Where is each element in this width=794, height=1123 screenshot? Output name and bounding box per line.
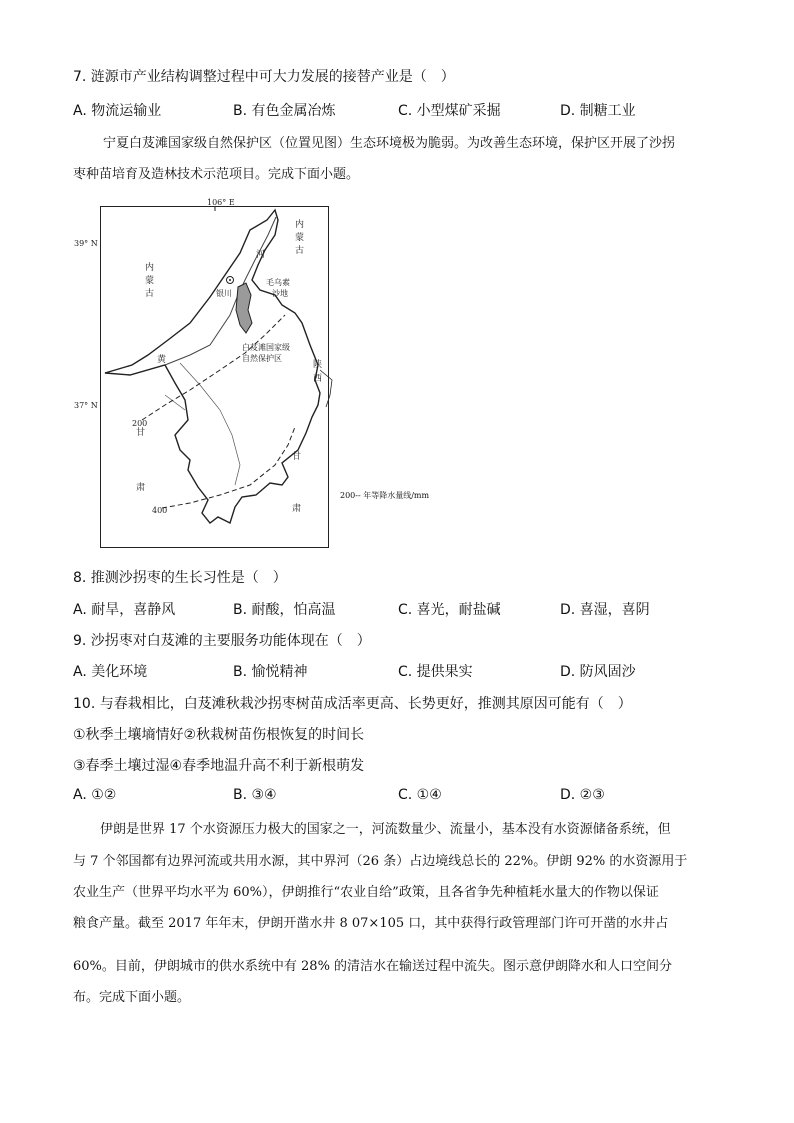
q8-option-a: A. 耐旱，喜静风 [73, 602, 176, 618]
q10-statement-1: ①秋季土壤墒情好②秋栽树苗伤根恢复的时间长 [73, 727, 365, 743]
ningxia-map-drawing [70, 195, 370, 555]
neimeng-left-3: 古 [145, 289, 155, 299]
lat-39-label: 39° N [74, 239, 98, 248]
intro2-line-5: 60%。目前，伊朗城市的供水系统中有 28% 的清洁水在输送过程中流失。图示意伊朗降水和人口空间分 [73, 959, 673, 974]
map-legend: 200-- 年等降水量线/mm [340, 491, 430, 500]
q7-stem: 7. 涟源市产业结构调整过程中可大力发展的接替产业是（ ） [73, 69, 455, 85]
intro2-line-2: 与 7 个邻国都有边界河流或共用水源，其中界河（26 条）占边境线总长的 22%。伊朗 92% 的水资源用于 [73, 854, 688, 869]
reserve-label-2: 自然保护区 [242, 354, 282, 363]
shaanxi-label-2: 西 [313, 374, 323, 384]
reserve-label-1: 白芨滩国家级 [242, 343, 290, 352]
neimeng-right-2: 蒙 [295, 233, 305, 243]
intro1-line-1: 宁夏白芨滩国家级自然保护区（位置见图）生态环境极为脆弱。为改善生态环境，保护区开展了沙拐 [103, 136, 676, 151]
maowusu-label-2: 沙地 [272, 289, 288, 298]
he-label: 河 [256, 250, 266, 260]
q9-option-b: B. 愉悦精神 [233, 664, 308, 680]
q9-option-d: D. 防风固沙 [560, 664, 636, 680]
q8-option-d: D. 喜湿，喜阴 [560, 602, 650, 618]
q9-stem: 9. 沙拐枣对白芨滩的主要服务功能体现在（ ） [73, 633, 371, 649]
q10-option-d: D. ②③ [560, 787, 605, 803]
q10-stem: 10. 与春栽相比，白芨滩秋栽沙拐枣树苗成活率更高、长势更好，推测其原因可能有（ ） [73, 696, 632, 712]
neimeng-left-2: 蒙 [145, 276, 155, 286]
yinchuan-label: 银川 [216, 289, 232, 298]
neimeng-right-1: 内 [295, 220, 305, 230]
intro2-line-3: 农业生产（世界平均水平为 60%），伊朗推行“农业自给”政策，且各省争先种植耗水量大的作物以保证 [73, 885, 659, 900]
intro2-line-1: 伊朗是世界 17 个水资源压力极大的国家之一，河流数量少、流量小，基本没有水资源储备系统，但 [100, 822, 671, 837]
q7-option-d: D. 制糖工业 [560, 103, 636, 119]
q9-option-c: C. 提供果实 [398, 664, 473, 680]
q10-statement-2: ③春季土壤过湿④春季地温升高不利于新根萌发 [73, 758, 365, 774]
q9-option-a: A. 美化环境 [73, 664, 148, 680]
ningxia-boundary [105, 210, 323, 523]
q10-option-b: B. ③④ [233, 787, 277, 803]
neimeng-right-3: 古 [295, 246, 305, 256]
q10-option-c: C. ①④ [398, 787, 442, 803]
q7-option-c: C. 小型煤矿采掘 [398, 103, 501, 119]
gansu-right-1: 甘 [292, 452, 302, 462]
intro2-line-4: 粮食产量。截至 2017 年年末，伊朗开凿水井 8 07×105 口，其中获得行政管理部门许可开凿的水井占 [73, 916, 669, 931]
lat-37-label: 37° N [74, 401, 98, 410]
q8-option-b: B. 耐酸，怕高温 [233, 602, 336, 618]
q10-option-a: A. ①② [73, 787, 117, 803]
isohyet-200-label: 200 [132, 419, 148, 428]
maowusu-label-1: 毛乌素 [266, 278, 290, 287]
gansu-left-1: 甘 [136, 428, 146, 438]
q7-option-a: A. 物流运输业 [73, 103, 162, 119]
intro2-line-6: 布。完成下面小题。 [73, 990, 191, 1005]
gansu-left-2: 肃 [136, 483, 146, 493]
q7-option-b: B. 有色金属冶炼 [233, 103, 336, 119]
q8-option-c: C. 喜光，耐盐碱 [398, 602, 501, 618]
gansu-right-2: 肃 [292, 504, 302, 514]
huang-label: 黄 [157, 355, 167, 365]
q8-stem: 8. 推测沙拐枣的生长习性是（ ） [73, 570, 287, 586]
neimeng-left-1: 内 [145, 263, 155, 273]
isohyet-400-label: 400 [152, 506, 168, 515]
intro1-line-2: 枣种苗培育及造林技术示范项目。完成下面小题。 [73, 167, 360, 182]
lon-label: 106° E [207, 198, 235, 207]
shaanxi-label-1: 陕 [313, 360, 323, 370]
